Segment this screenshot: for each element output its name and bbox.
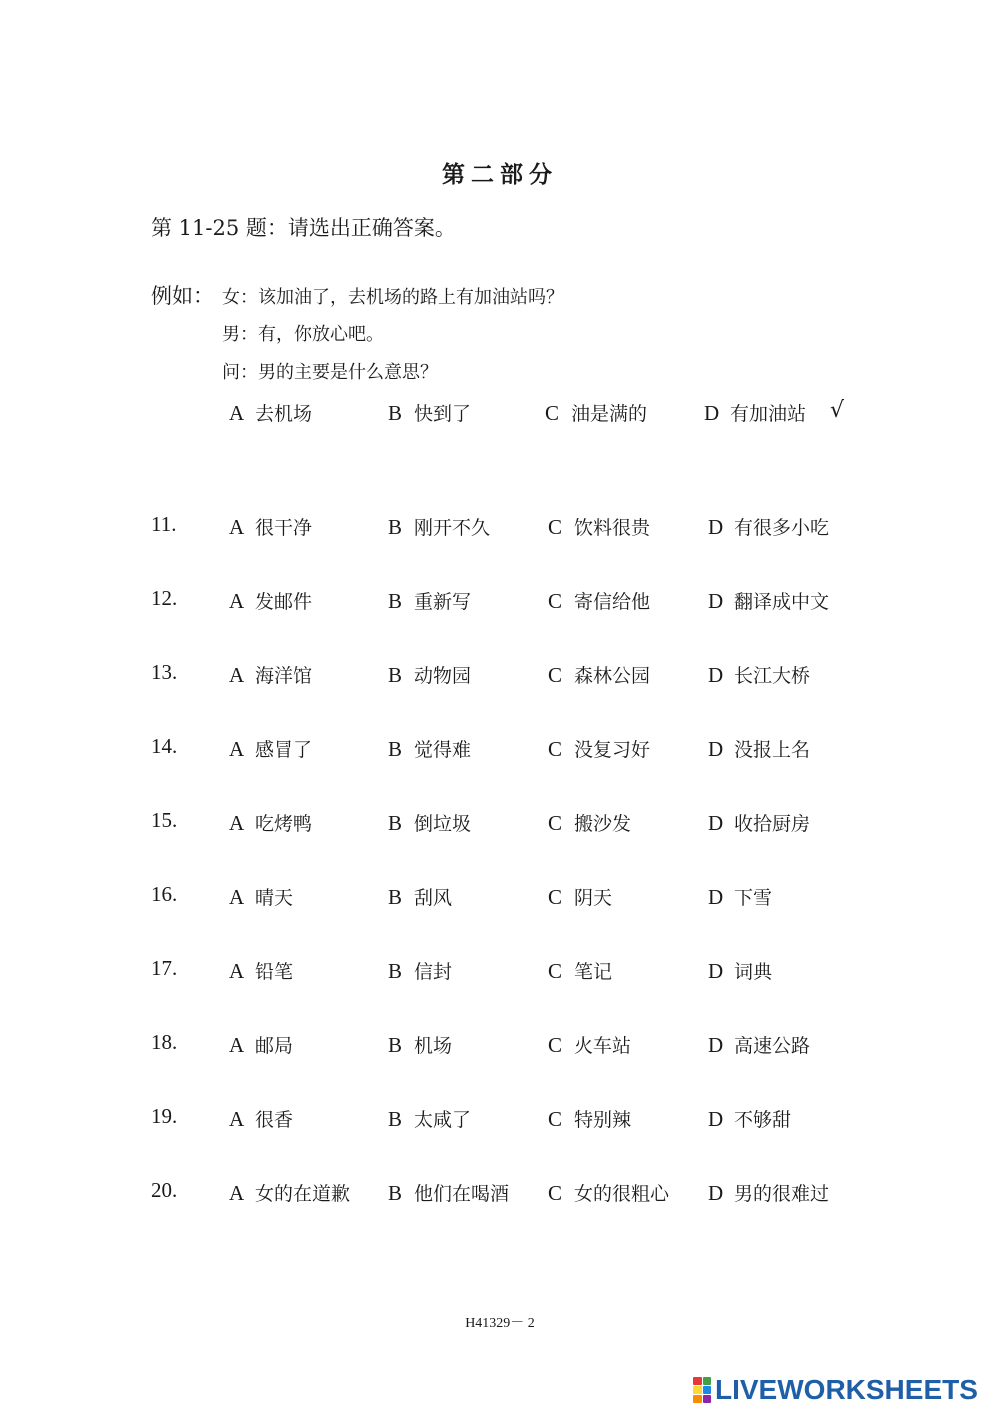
option-letter: B	[388, 515, 403, 539]
answer-option-d[interactable]	[708, 513, 829, 540]
logo-block	[693, 1386, 702, 1394]
answer-option-a[interactable]	[229, 1031, 293, 1058]
answer-option-c[interactable]	[548, 809, 631, 836]
option-letter: A	[229, 959, 245, 983]
logo-block	[693, 1395, 702, 1403]
option-letter: A	[229, 811, 245, 835]
option-text: 邮局	[255, 1035, 294, 1057]
answer-option-d[interactable]	[708, 957, 772, 984]
answer-option-c[interactable]	[548, 735, 650, 762]
option-letter: B	[388, 401, 403, 425]
question-number: 12.	[151, 586, 178, 610]
option-text: 油是满的	[571, 403, 648, 425]
option-text: 词典	[734, 961, 773, 983]
option-text: 发邮件	[255, 591, 313, 613]
option-text: 翻译成中文	[734, 591, 830, 613]
option-text: 搬沙发	[574, 813, 632, 835]
logo-block	[703, 1386, 712, 1394]
option-letter: D	[708, 737, 724, 761]
example-line-woman: 女：该加油了，去机场的路上有加油站吗？	[222, 287, 564, 308]
option-text: 有加油站	[730, 403, 807, 425]
option-text: 火车站	[574, 1035, 632, 1057]
answer-option-c[interactable]	[548, 883, 612, 910]
answer-option-c[interactable]	[548, 587, 650, 614]
option-text: 信封	[414, 961, 453, 983]
answer-option-d[interactable]	[708, 1105, 791, 1132]
answer-option-d[interactable]	[708, 1179, 829, 1206]
option-text: 没复习好	[574, 739, 651, 761]
option-text: 他们在喝酒	[414, 1183, 510, 1205]
option-text: 动物园	[414, 665, 472, 687]
option-letter: D	[708, 1033, 724, 1057]
answer-option-a[interactable]	[229, 809, 312, 836]
answer-option-b[interactable]	[388, 1179, 509, 1206]
answer-option-a[interactable]	[229, 661, 312, 688]
liveworksheets-logo-icon	[693, 1377, 711, 1403]
option-letter: B	[388, 811, 403, 835]
answer-option-c[interactable]	[548, 957, 612, 984]
option-text: 刮风	[414, 887, 453, 909]
example-option-d	[704, 399, 806, 426]
question-number: 19.	[151, 1104, 178, 1128]
option-letter: D	[704, 401, 720, 425]
option-letter: D	[708, 589, 724, 613]
option-text: 下雪	[734, 887, 773, 909]
answer-option-c[interactable]	[548, 1105, 631, 1132]
option-letter: B	[388, 959, 403, 983]
answer-option-b[interactable]	[388, 957, 452, 984]
instructions: 第 11-25 题：请选出正确答案。	[151, 216, 456, 240]
question-number: 15.	[151, 808, 178, 832]
option-letter: B	[388, 589, 403, 613]
answer-option-b[interactable]	[388, 513, 490, 540]
example-option-c	[545, 399, 647, 426]
option-letter: D	[708, 959, 724, 983]
answer-option-c[interactable]	[548, 1031, 631, 1058]
option-text: 重新写	[414, 591, 472, 613]
example-line-question: 问：男的主要是什么意思？	[222, 362, 438, 383]
option-text: 女的在道歉	[255, 1183, 351, 1205]
option-letter: A	[229, 1107, 245, 1131]
option-letter: C	[548, 737, 563, 761]
option-text: 阴天	[574, 887, 613, 909]
option-text: 铅笔	[255, 961, 294, 983]
answer-option-b[interactable]	[388, 661, 471, 688]
answer-option-a[interactable]	[229, 1179, 350, 1206]
option-letter: D	[708, 1107, 724, 1131]
option-text: 收拾厨房	[734, 813, 811, 835]
logo-block	[703, 1377, 712, 1385]
option-text: 晴天	[255, 887, 294, 909]
option-text: 高速公路	[734, 1035, 811, 1057]
option-letter: C	[548, 663, 563, 687]
liveworksheets-logo	[693, 1374, 978, 1406]
answer-option-b[interactable]	[388, 883, 452, 910]
answer-option-b[interactable]	[388, 735, 471, 762]
option-letter: C	[548, 515, 563, 539]
answer-option-a[interactable]	[229, 735, 312, 762]
check-mark-icon: √	[830, 398, 845, 423]
option-letter: A	[229, 1033, 245, 1057]
answer-option-d[interactable]	[708, 1031, 810, 1058]
example-option-a	[229, 399, 312, 426]
question-number: 20.	[151, 1178, 178, 1202]
option-letter: A	[229, 1181, 245, 1205]
answer-option-d[interactable]	[708, 587, 829, 614]
logo-block	[693, 1377, 702, 1385]
example-option-b	[388, 399, 471, 426]
option-letter: D	[708, 663, 724, 687]
option-text: 不够甜	[734, 1109, 792, 1131]
option-text: 机场	[414, 1035, 453, 1057]
option-letter: B	[388, 737, 403, 761]
option-letter: C	[548, 811, 563, 835]
option-letter: B	[388, 663, 403, 687]
option-letter: B	[388, 885, 403, 909]
answer-option-a[interactable]	[229, 957, 293, 984]
option-text: 女的很粗心	[574, 1183, 670, 1205]
answer-option-b[interactable]	[388, 587, 471, 614]
example-label: 例如：	[151, 284, 214, 308]
option-letter: A	[229, 589, 245, 613]
question-number: 11.	[151, 512, 177, 536]
option-letter: B	[388, 1181, 403, 1205]
option-text: 去机场	[255, 403, 313, 425]
option-text: 寄信给他	[574, 591, 651, 613]
option-letter: A	[229, 401, 245, 425]
option-text: 海洋馆	[255, 665, 313, 687]
question-number: 18.	[151, 1030, 178, 1054]
answer-option-c[interactable]	[548, 513, 650, 540]
answer-option-a[interactable]	[229, 587, 312, 614]
answer-option-a[interactable]	[229, 513, 312, 540]
option-text: 觉得难	[414, 739, 472, 761]
option-letter: C	[545, 401, 560, 425]
option-text: 感冒了	[255, 739, 313, 761]
option-text: 笔记	[574, 961, 613, 983]
answer-option-c[interactable]	[548, 661, 650, 688]
option-letter: C	[548, 959, 563, 983]
answer-option-b[interactable]	[388, 809, 471, 836]
answer-option-b[interactable]	[388, 1105, 471, 1132]
answer-option-d[interactable]	[708, 735, 810, 762]
answer-option-a[interactable]	[229, 1105, 293, 1132]
option-letter: C	[548, 589, 563, 613]
option-letter: D	[708, 1181, 724, 1205]
option-letter: A	[229, 515, 245, 539]
option-letter: C	[548, 1107, 563, 1131]
option-text: 倒垃圾	[414, 813, 472, 835]
option-text: 有很多小吃	[734, 517, 830, 539]
option-text: 特别辣	[574, 1109, 632, 1131]
option-text: 吃烤鸭	[255, 813, 313, 835]
answer-option-d[interactable]	[708, 809, 810, 836]
answer-option-d[interactable]	[708, 883, 772, 910]
option-text: 刚开不久	[414, 517, 491, 539]
option-text: 森林公园	[574, 665, 651, 687]
logo-block	[703, 1395, 712, 1403]
option-letter: A	[229, 663, 245, 687]
answer-option-b[interactable]	[388, 1031, 452, 1058]
option-letter: D	[708, 515, 724, 539]
option-letter: A	[229, 885, 245, 909]
option-letter: C	[548, 885, 563, 909]
option-text: 长江大桥	[734, 665, 811, 687]
option-letter: A	[229, 737, 245, 761]
option-letter: B	[388, 1033, 403, 1057]
answer-option-c[interactable]	[548, 1179, 669, 1206]
option-letter: D	[708, 885, 724, 909]
question-number: 14.	[151, 734, 178, 758]
option-text: 快到了	[414, 403, 472, 425]
option-text: 很香	[255, 1109, 294, 1131]
option-text: 男的很难过	[734, 1183, 830, 1205]
question-number: 13.	[151, 660, 178, 684]
option-text: 很干净	[255, 517, 313, 539]
option-letter: C	[548, 1181, 563, 1205]
option-text: 饮料很贵	[574, 517, 651, 539]
option-text: 没报上名	[734, 739, 811, 761]
question-number: 17.	[151, 956, 178, 980]
liveworksheets-logo-text: LIVEWORKSHEETS	[715, 1374, 978, 1405]
option-letter: C	[548, 1033, 563, 1057]
answer-option-d[interactable]	[708, 661, 810, 688]
page-footer: H41329－ 2	[465, 1316, 535, 1331]
section-title: 第二部分	[442, 161, 558, 188]
question-number: 16.	[151, 882, 178, 906]
example-line-man: 男：有，你放心吧。	[222, 324, 384, 345]
option-letter: B	[388, 1107, 403, 1131]
option-text: 太咸了	[414, 1109, 472, 1131]
option-letter: D	[708, 811, 724, 835]
answer-option-a[interactable]	[229, 883, 293, 910]
